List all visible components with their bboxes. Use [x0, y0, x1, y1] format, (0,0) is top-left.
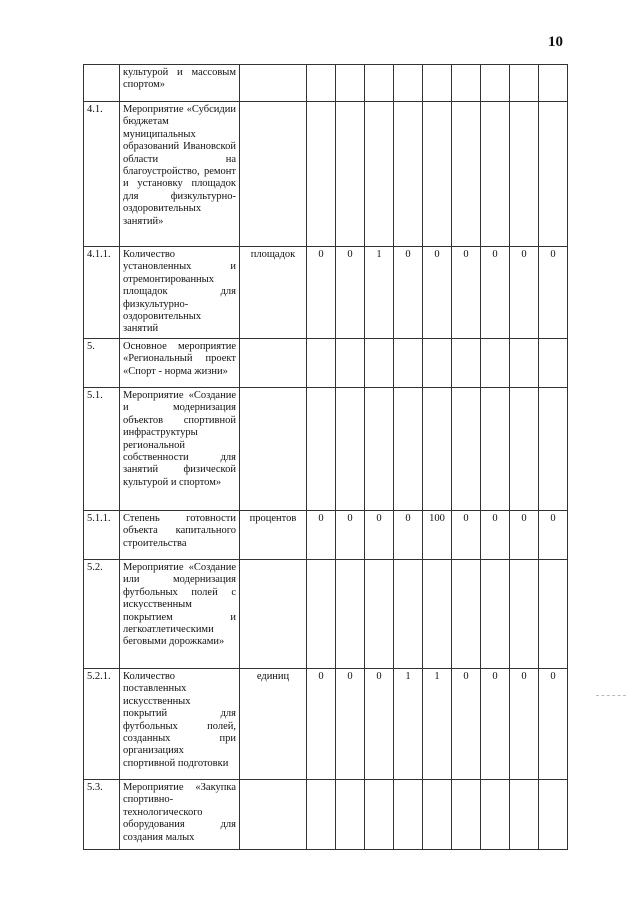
value-cell: [307, 65, 336, 102]
value-cell: [336, 560, 365, 669]
value-cell: [336, 339, 365, 388]
value-cell: [481, 560, 510, 669]
value-cell: [365, 560, 394, 669]
value-cell: [394, 560, 423, 669]
value-cell: [452, 65, 481, 102]
indicator-name: Мероприятие «Закупка спортивно-технологического оборудования для создания малых: [120, 780, 240, 850]
table-row: [84, 247, 568, 339]
table-row: [84, 339, 568, 388]
table-row: [84, 511, 568, 560]
value-cell: [365, 65, 394, 102]
value-cell: [539, 560, 568, 669]
indicator-name: Мероприятие «Создание и модернизация объектов спортивной инфраструктуры региональной собственности для занятий физической культурой и спортом»: [120, 388, 240, 511]
unit-of-measure: единиц: [240, 669, 307, 780]
value-cell: [336, 65, 365, 102]
value-cell: [423, 65, 452, 102]
unit-of-measure: [240, 339, 307, 388]
value-cell: [365, 780, 394, 850]
scan-mark: [596, 695, 626, 696]
value-cell: 0: [336, 669, 365, 780]
value-cell: 0: [481, 669, 510, 780]
value-cell: 0: [539, 247, 568, 339]
value-cell: [452, 780, 481, 850]
indicator-name: Мероприятие «Создание или модернизация футбольных полей с искусственным покрытием и легкоатлетическими беговыми дорожками»: [120, 560, 240, 669]
value-cell: 0: [394, 247, 423, 339]
value-cell: 0: [307, 511, 336, 560]
value-cell: [481, 388, 510, 511]
value-cell: [452, 560, 481, 669]
value-cell: [481, 339, 510, 388]
table-row: [84, 388, 568, 511]
row-number: 5.2.: [84, 560, 120, 669]
value-cell: 1: [365, 247, 394, 339]
value-cell: 0: [539, 511, 568, 560]
value-cell: [510, 780, 539, 850]
value-cell: [510, 388, 539, 511]
value-cell: [307, 339, 336, 388]
value-cell: 0: [452, 247, 481, 339]
row-number: 4.1.1.: [84, 247, 120, 339]
table-row: [84, 669, 568, 780]
value-cell: 0: [510, 669, 539, 780]
value-cell: [423, 388, 452, 511]
row-number: 5.1.: [84, 388, 120, 511]
value-cell: [394, 339, 423, 388]
value-cell: [336, 102, 365, 247]
value-cell: [539, 780, 568, 850]
row-number: 5.: [84, 339, 120, 388]
value-cell: [539, 339, 568, 388]
table-row: [84, 780, 568, 850]
table-row: [84, 102, 568, 247]
value-cell: [307, 388, 336, 511]
value-cell: [423, 780, 452, 850]
value-cell: 0: [307, 669, 336, 780]
row-number: 5.2.1.: [84, 669, 120, 780]
value-cell: [539, 102, 568, 247]
value-cell: [452, 102, 481, 247]
value-cell: 0: [336, 247, 365, 339]
indicator-name: Количество установленных и отремонтированных площадок для физкультурно-оздоровительных занятий: [120, 247, 240, 339]
value-cell: [452, 339, 481, 388]
value-cell: 0: [394, 511, 423, 560]
value-cell: 0: [365, 669, 394, 780]
value-cell: [365, 102, 394, 247]
value-cell: [539, 388, 568, 511]
row-number: 5.3.: [84, 780, 120, 850]
value-cell: [423, 102, 452, 247]
value-cell: [394, 102, 423, 247]
value-cell: [510, 65, 539, 102]
value-cell: 0: [539, 669, 568, 780]
row-number: 4.1.: [84, 102, 120, 247]
value-cell: [510, 560, 539, 669]
value-cell: [307, 102, 336, 247]
indicator-name: Мероприятие «Субсидии бюджетам муниципальных образований Ивановской области на благоустройство, ремонт и установку площадок для физкультурно-оздоровительных занятий»: [120, 102, 240, 247]
row-number: [84, 65, 120, 102]
value-cell: [336, 780, 365, 850]
table-row: [84, 65, 568, 102]
indicator-name: культурой и массовым спортом»: [120, 65, 240, 102]
unit-of-measure: [240, 388, 307, 511]
value-cell: 0: [510, 247, 539, 339]
value-cell: 1: [394, 669, 423, 780]
value-cell: 100: [423, 511, 452, 560]
value-cell: 0: [481, 511, 510, 560]
indicator-name: Степень готовности объекта капитального строительства: [120, 511, 240, 560]
value-cell: 0: [510, 511, 539, 560]
value-cell: [481, 780, 510, 850]
unit-of-measure: площадок: [240, 247, 307, 339]
value-cell: [481, 65, 510, 102]
value-cell: [539, 65, 568, 102]
value-cell: [307, 780, 336, 850]
value-cell: [423, 339, 452, 388]
value-cell: [336, 388, 365, 511]
value-cell: 0: [365, 511, 394, 560]
value-cell: 0: [423, 247, 452, 339]
unit-of-measure: [240, 65, 307, 102]
value-cell: [394, 388, 423, 511]
value-cell: 0: [336, 511, 365, 560]
value-cell: [394, 780, 423, 850]
indicators-table: [83, 64, 568, 850]
value-cell: [307, 560, 336, 669]
value-cell: [510, 102, 539, 247]
value-cell: 0: [307, 247, 336, 339]
value-cell: [481, 102, 510, 247]
value-cell: 0: [452, 669, 481, 780]
indicator-name: Количество поставленных искусственных покрытий для футбольных полей, созданных при организациях спортивной подготовки: [120, 669, 240, 780]
page-number: 10: [548, 34, 563, 50]
value-cell: [510, 339, 539, 388]
table-body: [84, 65, 568, 850]
value-cell: [423, 560, 452, 669]
table-row: [84, 560, 568, 669]
row-number: 5.1.1.: [84, 511, 120, 560]
unit-of-measure: [240, 780, 307, 850]
indicator-name: Основное мероприятие «Региональный проект «Спорт - норма жизни»: [120, 339, 240, 388]
unit-of-measure: [240, 102, 307, 247]
unit-of-measure: процентов: [240, 511, 307, 560]
value-cell: [394, 65, 423, 102]
value-cell: [452, 388, 481, 511]
unit-of-measure: [240, 560, 307, 669]
value-cell: 0: [481, 247, 510, 339]
value-cell: 1: [423, 669, 452, 780]
value-cell: [365, 339, 394, 388]
value-cell: 0: [452, 511, 481, 560]
value-cell: [365, 388, 394, 511]
